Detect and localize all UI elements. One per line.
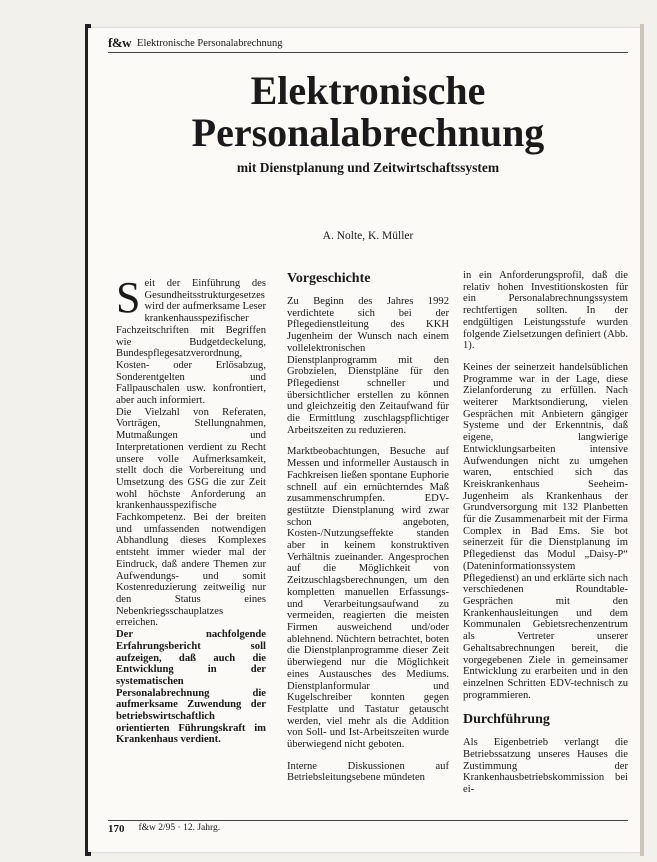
column-3 bbox=[463, 270, 628, 810]
running-header bbox=[108, 34, 628, 53]
paragraph: Zu Beginn des Jahres 1992 verdichtete sich bei der Pflegedienstleitung des KKH Jugenheim der Wunsch nach einem vollelektronischen Dienstplanprogramm mit den Grobzielen, Dienstpläne für den Pflegedienst schneller und übersichtlicher erstellen zu können und gleichzeitig den Zeitaufwand für die Ermittlung zuschlagspflichtiger Arbeitszeiten zu reduzieren. bbox=[287, 296, 449, 436]
section-heading-durchfuehrung: Durchführung bbox=[463, 712, 550, 728]
article-subtitle: mit Dienstplanung und Zeitwirtschaftssystem bbox=[236, 160, 500, 175]
page-edge bbox=[640, 24, 644, 856]
journal-logo: f&w bbox=[108, 35, 132, 50]
paragraph: Keines der seinerzeit handelsüblichen Programme war in der Lage, diese Zielanforderung zu erfüllen. Nach weiterer Marktsondierung, vielen Gesprächen mit Anbietern gängiger Systeme und der Erkenntnis, daß eigene, langwierige Entwicklungsarbeiten intensive Aufwendungen nicht zu umgehen waren, entschied sich das Kreiskrankenhaus Seeheim-Jugenheim als Krankenhaus der Grundversorgung mit 132 Planbetten für die Zusammenarbeit mit der Firma Complex in Bad Ems. Sie bot seinerzeit für die Dienstplanung im Pflegedienst das Modul „Daisy-P“ (Dateninformationssystem Pflegedienst) an und erklärte sich nach verschiedenen Roundtable-Gesprächen mit den Krankenhausleitungen und dem Kommunalen Gebietsrechenzentrum als Vertreter unserer Gehaltsabrechnungen bereit, die vorgegebenen Ziele in gemeinsamer Entwicklung zu erarbeiten und in den einzelnen Schritten EDV-technisch zu programmieren. bbox=[463, 361, 628, 701]
paragraph: Interne Diskussionen auf Betriebsleitungsebene mündeten bbox=[287, 760, 449, 784]
section-heading-vorgeschichte: Vorgeschichte bbox=[287, 271, 371, 286]
intro-paragraph bbox=[116, 278, 266, 407]
page-footer bbox=[108, 820, 628, 835]
paragraph: Die Vielzahl von Referaten, Vorträgen, Stellungnahmen, Mutmaßungen und Interpretationen verdient zu Recht unsere volle Aufmerksamkeit, stellt doch die Vorbereitung und Umsetzung des GSG die zur Zeit wohl höchste Anforderung an krankenhausspezifische Fachkompetenz. Bei der breiten und umfassenden notwendigen Abhandlung dieses Komplexes entsteht immer wieder mal der Eindruck, daß andere Themen zur Aufwendungs- und somit Kostenreduzierung zeitweilig nur den Status eines Nebenkriegsschauplatzes erreichen. bbox=[116, 406, 266, 629]
lead-paragraph: Der nachfolgende Erfahrungsbericht soll aufzeigen, daß auch die Entwicklung in der systematischen Personalabrechnung die aufmerksame Zuwendung der betriebswirtschaftlich orientierten Führungskraft im Krankenhaus verdient. bbox=[116, 629, 266, 746]
paragraph: in ein Anforderungsprofil, daß die relativ hohen Investitionskosten für ein Personalabrechnungssystem rechtfertigen sollten. In der endgültigen Leistungsstufe wurden folgende Zielsetzungen definiert (Abb. 1). bbox=[463, 270, 628, 352]
title-line-2: Personalabrechnung bbox=[191, 110, 545, 155]
page-number: 170 bbox=[108, 823, 125, 835]
column-1 bbox=[116, 278, 266, 788]
intro-text: eit der Einführung des Gesundheitsstrukturgesetzes wird der aufmerksame Leser krankenhausspezifischer Fachzeitschriften mit Begriffen wie Budgetdeckelung, Bundespflegesatzverordnung, Kosten- oder Erlösabzug, Sonderentgelten und Fallpauschalen usw. konfrontiert, aber auch informiert. bbox=[116, 278, 266, 407]
article-authors: A. Nolte, K. Müller bbox=[322, 230, 414, 242]
paragraph: Als Eigenbetrieb verlangt die Betriebssatzung unseres Hauses die Zustimmung der Krankenhausbetriebskommission bei ei- bbox=[463, 737, 628, 796]
drop-cap: S bbox=[116, 278, 141, 322]
paragraph: Marktbeobachtungen, Besuche auf Messen und informeller Austausch in Fachkreisen ließen spontane Euphorie schnell auf ein ernüchterndes Maß zusammenschrumpfen. EDV-gestützte Dienstplanung wird zwar schon angeboten, Kosten-/Nutzungseffekte standen aber in keinem konstruktiven Verhältnis zueinander. Angesprochen auf die Möglichkeit von Zeitzuschlagsberechnungen, um den kompletten manuellen Erfassungs- und Verarbeitungsaufwand zu vermeiden, reagierten die meisten Firmen ausweichend und/oder ablehnend. Nüchtern betrachtet, boten die Dienstplanprogramme dieser Zeit überwiegend nur die Möglichkeit eines Austausches des Mediums. Dienstplanformular und Kugelschreiber konnten gegen Festplatte und Tastatur getauscht werden, viel mehr als die Addition von Soll- und Ist-Arbeitszeiten wurde überwiegend nicht geboten. bbox=[287, 446, 449, 751]
journal-issue: f&w 2/95 · 12. Jahrg. bbox=[138, 823, 221, 833]
title-line-1: Elektronische bbox=[250, 68, 486, 113]
column-2 bbox=[287, 270, 449, 810]
section-title: Elektronische Personalabrechnung bbox=[137, 37, 283, 49]
article-title bbox=[108, 70, 628, 154]
